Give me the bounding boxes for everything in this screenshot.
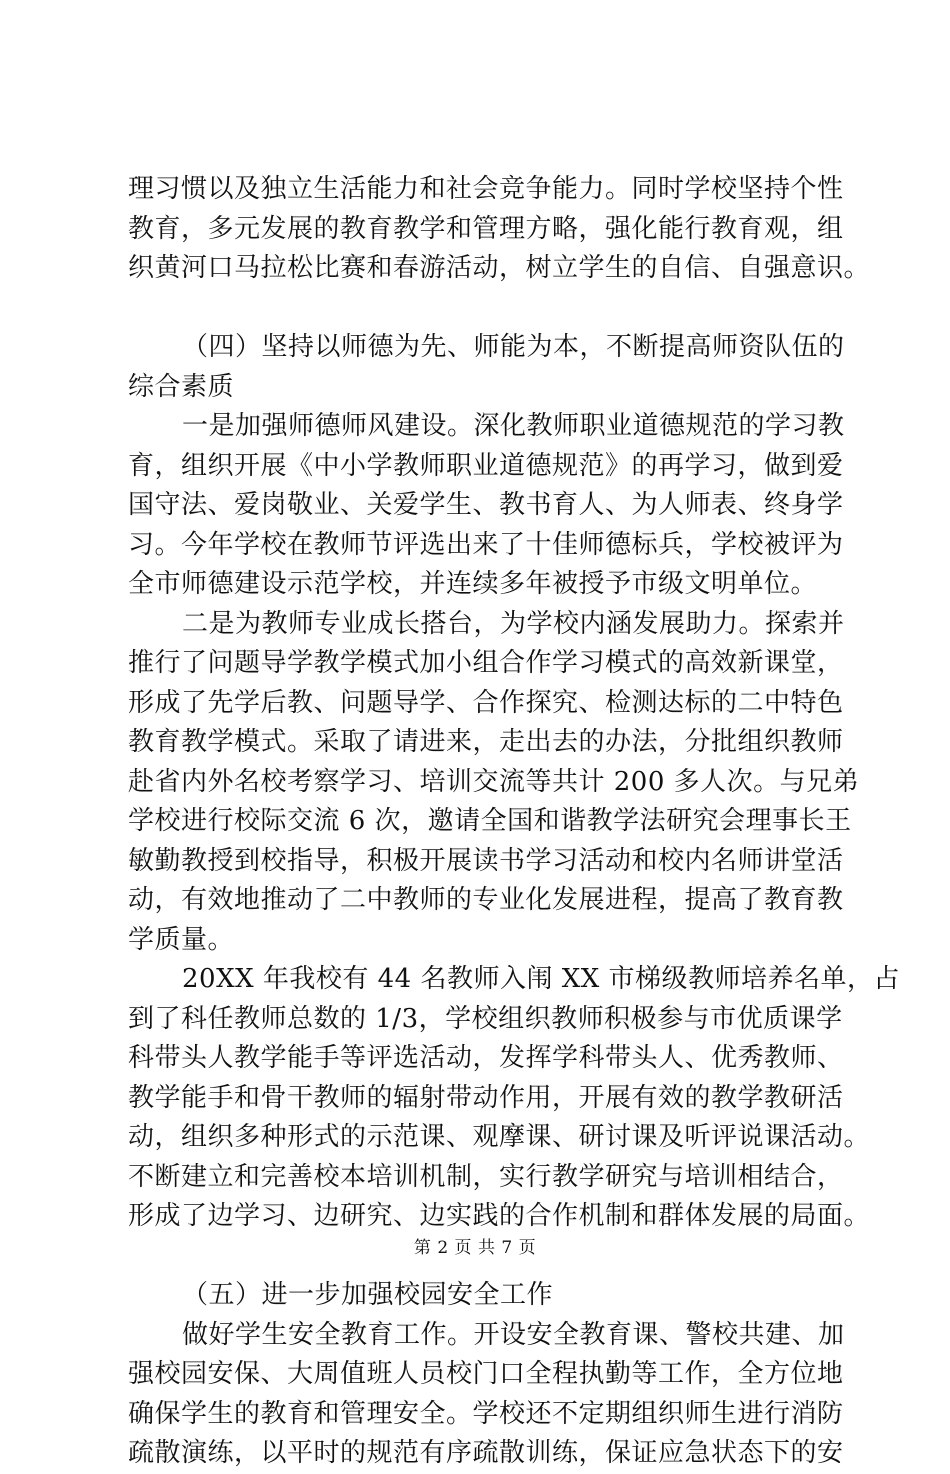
text-line: 综合素质 [128,371,235,402]
text-line: 教育教学模式。采取了请进来，走出去的办法，分批组织教师 [128,727,844,757]
text-line: （五）进一步加强校园安全工作 [182,1280,554,1310]
text-line: 不断建立和完善校本培训机制，实行教学研究与培训相结合， [128,1161,844,1192]
text-line: 教育，多元发展的教育教学和管理方略，强化能行教育观，组 [128,213,844,244]
text-line: 确保学生的教育和管理安全。学校还不定期组织师生进行消防 [128,1398,844,1429]
text-line: 育，组织开展《中小学教师职业道德规范》的再学习，做到爱 [128,450,844,481]
text-line: 推行了问题导学教学模式加小组合作学习模式的高效新课堂， [128,648,844,678]
text-line: 动，有效地推动了二中教师的专业化发展进程，提高了教育教 [128,885,844,915]
text-line: 做好学生安全教育工作。开设安全教育课、警校共建、加 [182,1319,845,1350]
text-line: 全市师德建设示范学校，并连续多年被授予市级文明单位。 [128,569,818,599]
document-body [128,170,901,1474]
text-line: 到了科任教师总数的 1/3，学校组织教师积极参与市优质课学 [128,1003,843,1034]
text-line: 形成了先学后教、问题导学、合作探究、检测达标的二中特色 [128,687,844,718]
text-line: 织黄河口马拉松比赛和春游活动，树立学生的自信、自强意识。 [128,253,871,283]
text-line: 学质量。 [128,924,235,955]
text-line: 二是为教师专业成长搭台，为学校内涵发展助力。探索并 [182,608,845,639]
text-line: 赴省内外名校考察学习、培训交流等共计 200 多人次。与兄弟 [128,766,860,797]
text-line: 疏散演练，以平时的规范有序疏散训练，保证应急状态下的安 [128,1438,844,1468]
page-number-footer: 第 2 页 共 7 页 [413,1238,537,1258]
paragraph-gap [128,289,828,329]
text-line: 20XX 年我校有 44 名教师入闱 XX 市梯级教师培养名单，占 [182,964,901,994]
text-line: 国守法、爱岗敬业、关爱学生、教书育人、为人师表、终身学 [128,490,844,520]
text-line: （四）坚持以师德为先、师能为本，不断提高师资队伍的 [182,332,845,362]
text-line: 科带头人教学能手等评选活动，发挥学科带头人、优秀教师、 [128,1043,844,1073]
text-line: 习。今年学校在教师节评选出来了十佳师德标兵，学校被评为 [128,529,844,560]
text-line: 强校园安保、大周值班人员校门口全程执勤等工作，全方位地 [128,1359,844,1389]
text-line: 动，组织多种形式的示范课、观摩课、研讨课及听评说课活动。 [128,1122,871,1152]
text-line: 教学能手和骨干教师的辐射带动作用，开展有效的教学教研活 [128,1082,844,1113]
text-line: 学校进行校际交流 6 次，邀请全国和谐教学法研究会理事长王 [128,806,852,836]
text-line: 理习惯以及独立生活能力和社会竞争能力。同时学校坚持个性 [128,174,844,204]
text-line: 敏勤教授到校指导，积极开展读书学习活动和校内名师讲堂活 [128,845,844,876]
text-line: 一是加强师德师风建设。深化教师职业道德规范的学习教 [182,411,845,441]
text-line: 形成了边学习、边研究、边实践的合作机制和群体发展的局面。 [128,1201,871,1231]
